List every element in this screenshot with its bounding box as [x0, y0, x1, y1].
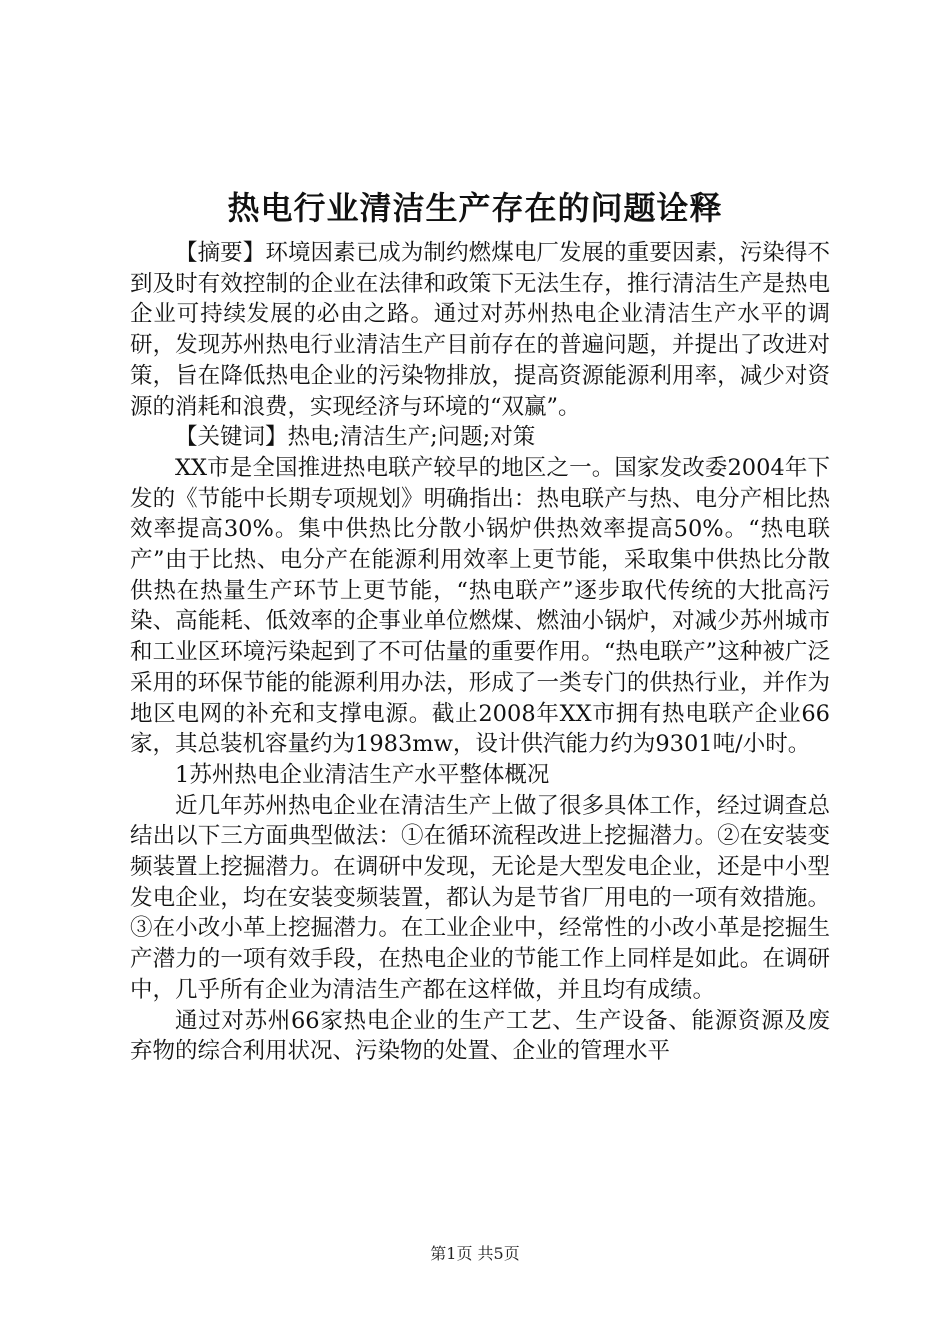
page-footer: 第1页 共5页 [430, 1244, 520, 1263]
document-body [130, 238, 830, 1067]
body-paragraph: 近几年苏州热电企业在清洁生产上做了很多具体工作，经过调查总结出以下三方面典型做法：①在循环流程改进上挖掘潜力。②在安装变频装置上挖掘潜力。在调研中发现，无论是大型发电企业，还是中小型发电企业，均在安装变频装置，都认为是节省厂用电的一项有效措施。③在小改小革上挖掘潜力。在工业企业中，经常性的小改小革是挖掘生产潜力的一项有效手段，在热电企业的节能工作上同样是如此。在调研中，几乎所有企业为清洁生产都在这样做，并且均有成绩。 [130, 792, 830, 1003]
body-paragraph-continued: 通过对苏州66家热电企业的生产工艺、生产设备、能源资源及废弃物的综合利用状况、污染物的处置、企业的管理水平 [130, 1007, 830, 1065]
keywords-paragraph: 【关键词】热电;清洁生产;问题;对策 [175, 424, 536, 451]
section-heading: 1苏州热电企业清洁生产水平整体概况 [175, 761, 550, 788]
document-title: 热电行业清洁生产存在的问题诠释 [227, 189, 723, 227]
abstract-paragraph: 【摘要】环境因素已成为制约燃煤电厂发展的重要因素，污染得不到及时有效控制的企业在法律和政策下无法生存，推行清洁生产是热电企业可持续发展的必由之路。通过对苏州热电企业清洁生产水平的调研，发现苏州热电行业清洁生产目前存在的普遍问题，并提出了改进对策，旨在降低热电企业的污染物排放，提高资源能源利用率，减少对资源的消耗和浪费，实现经济与环境的“双赢”。 [130, 240, 830, 420]
intro-paragraph: XX市是全国推进热电联产较早的地区之一。国家发改委2004年下发的《节能中长期专项规划》明确指出：热电联产与热、电分产相比热效率提高30%。集中供热比分散小锅炉供热效率提高50%。“热电联产”由于比热、电分产在能源利用效率上更节能，采取集中供热比分散供热在热量生产环节上更节能，“热电联产”逐步取代传统的大批高污染、高能耗、低效率的企事业单位燃煤、燃油小锅炉，对减少苏州城市和工业区环境污染起到了不可估量的重要作用。“热电联产”这种被广泛采用的环保节能的能源利用办法，形成了一类专门的供热行业，并作为地区电网的补充和支撑电源。截止2008年XX市拥有热电联产企业66家，其总装机容量约为1983mw，设计供汽能力约为9301吨/小时。 [130, 454, 830, 758]
